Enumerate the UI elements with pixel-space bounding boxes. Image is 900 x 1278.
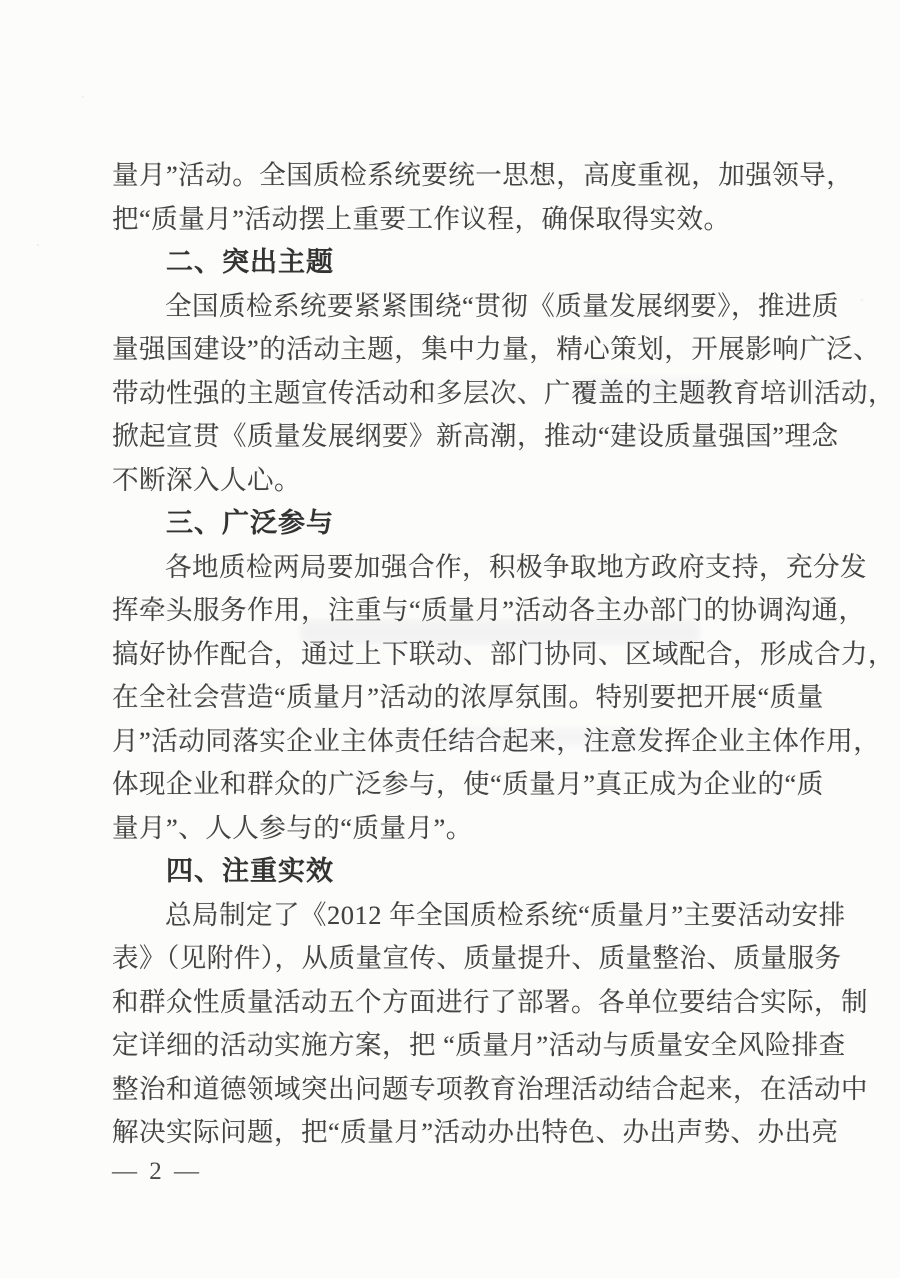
section-heading-3: 三、广泛参与 — [166, 508, 334, 538]
doc-line: 量强国建设”的活动主题，集中力量，精心策划，开展影响广泛、 — [112, 334, 881, 364]
doc-line: 全国质检系统要紧紧围绕“贯彻《质量发展纲要》，推进质 — [165, 290, 840, 321]
doc-line: 把“质量月”活动摆上重要工作议程，确保取得实效。 — [112, 203, 731, 234]
doc-line: 和群众性质量活动五个方面进行了部署。各单位要结合实际，制 — [112, 986, 868, 1017]
page-number: — 2 — — [112, 1158, 202, 1185]
doc-line: 挥牵头服务作用，注重与“质量月”活动各主办部门的协调沟通， — [112, 595, 866, 625]
doc-line: 在全社会营造“质量月”活动的浓厚氛围。特别要把开展“质量 — [112, 682, 824, 712]
doc-line: 各地质检两局要加强合作，积极争取地方政府支持，充分发 — [165, 551, 867, 582]
doc-line: 表》（见附件），从质量宣传、质量提升、质量整治、质量服务 — [112, 943, 842, 973]
doc-line: 不断深入人心。 — [112, 464, 301, 495]
doc-line: 量月”活动。全国质检系统要统一思想，高度重视，加强领导， — [112, 160, 854, 190]
doc-line: 月”活动同落实企业主体责任结合起来，注意发挥企业主体作用， — [112, 725, 881, 756]
doc-line: 整治和道德领域突出问题专项教育治理活动结合起来，在活动中 — [112, 1073, 868, 1104]
doc-line: 体现企业和群众的广泛参与，使“质量月”真正成为企业的“质 — [112, 769, 824, 799]
section-heading-2: 二、突出主题 — [166, 247, 334, 277]
doc-line: 带动性强的主题宣传活动和多层次、广覆盖的主题教育培训活动， — [112, 377, 895, 408]
section-heading-4: 四、注重实效 — [166, 856, 334, 886]
doc-line: 量月”、人人参与的“质量月”。 — [112, 812, 473, 843]
document-body — [112, 154, 900, 1155]
doc-line: 掀起宣贯《质量发展纲要》新高潮，推动“建设质量强国”理念 — [112, 421, 839, 451]
doc-line: 总局制定了《2012 年全国质检系统“质量月”主要活动安排 — [165, 899, 846, 930]
doc-line: 解决实际问题，把“质量月”活动办出特色、办出声势、办出亮 — [112, 1117, 839, 1147]
doc-line: 搞好协作配合，通过上下联动、部门协同、区域配合，形成合力， — [112, 638, 895, 669]
doc-line: 定详细的活动实施方案，把 “质量月”活动与质量安全风险排查 — [112, 1030, 846, 1060]
